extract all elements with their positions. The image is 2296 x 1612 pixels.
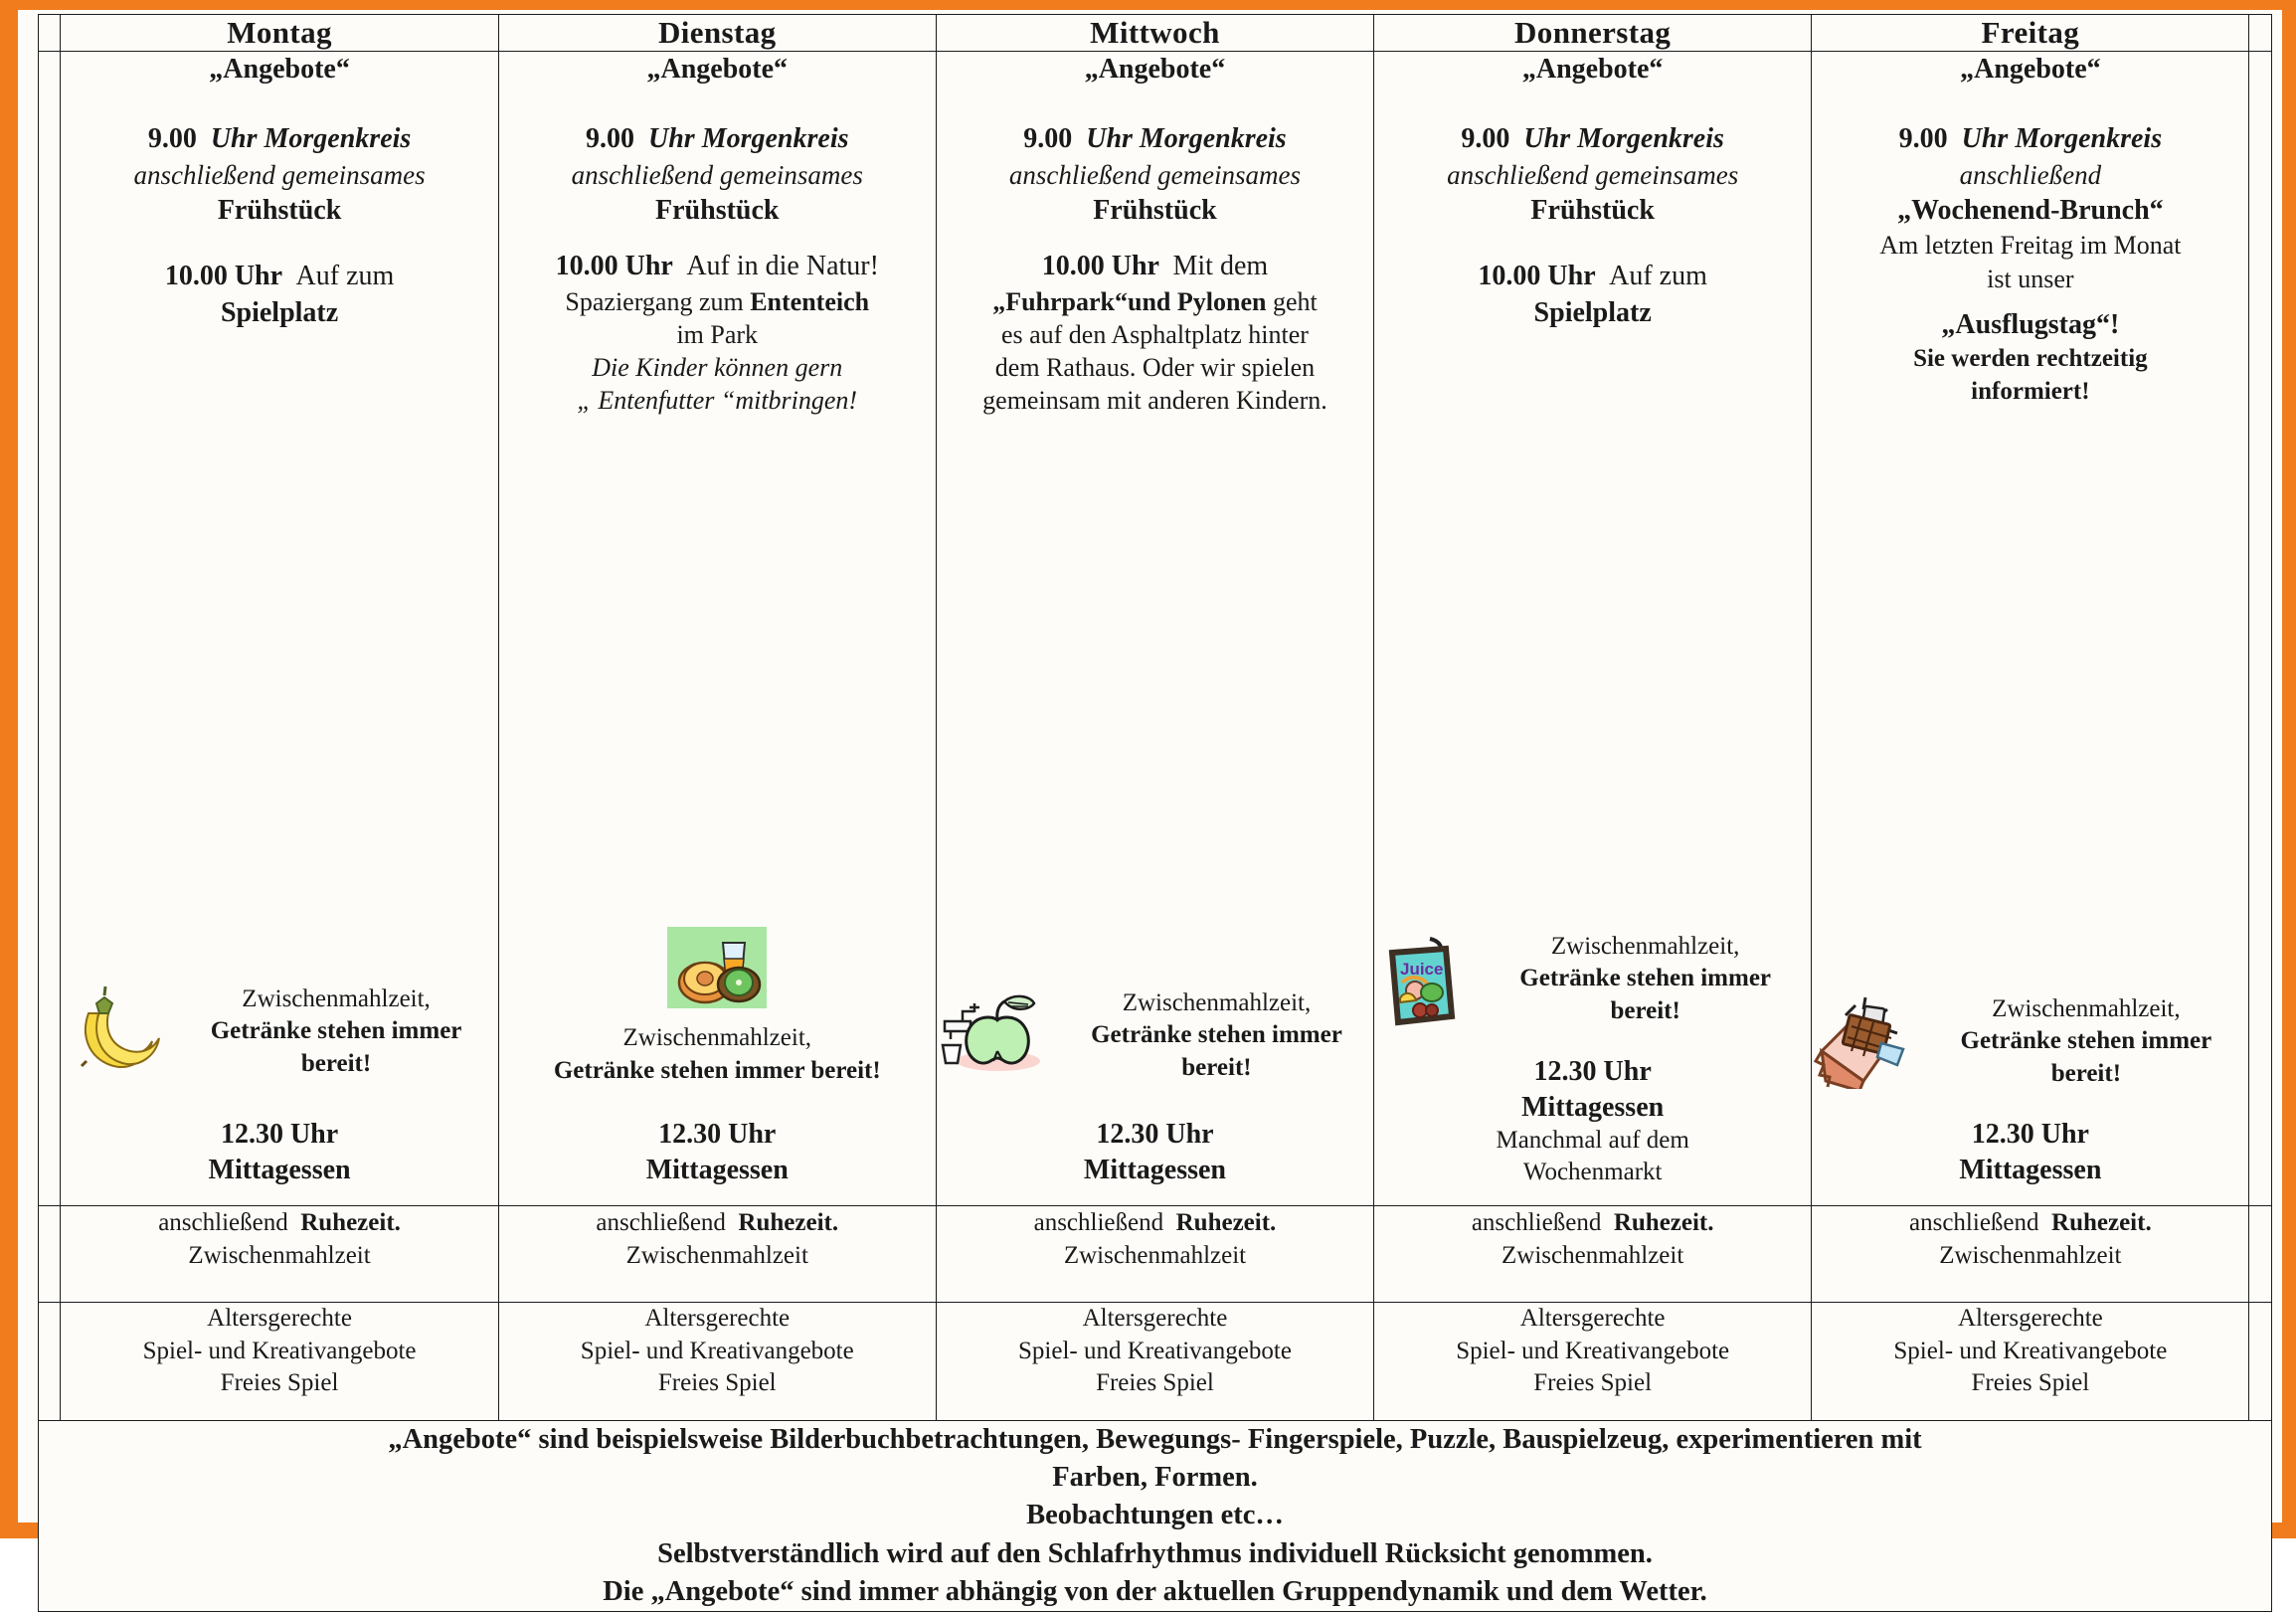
snack-line1-freitag: Zwischenmahlzeit, (1992, 994, 2181, 1022)
cell-donnerstag (1374, 52, 1812, 1206)
weekly-schedule-table (38, 14, 2272, 1612)
brunch-note2-freitag: ist unser (1987, 264, 2074, 293)
offers-label-mittwoch: „Angebote“ (1084, 54, 1226, 85)
offers-label-montag: „Angebote“ (209, 54, 350, 85)
time-9-dienstag: 9.00 (586, 123, 635, 155)
header-corner-left (39, 15, 61, 52)
rest-line2-dienstag: Zwischenmahlzeit (625, 1242, 808, 1269)
day-header-montag: Montag (61, 15, 498, 52)
chocolate-bar-icon (1812, 993, 1917, 1098)
act-line1-freitag: Altersgerechte (1957, 1305, 2103, 1332)
snack-zone-dienstag (499, 925, 936, 1088)
ten-oclock-mittwoch (937, 249, 1373, 284)
lunch-label-mittwoch: Mittagessen (1083, 1154, 1226, 1185)
place-montag: Spielplatz (220, 296, 339, 328)
edge-left-rest (39, 1206, 61, 1303)
snack-line2-donnerstag: Getränke stehen immer (1519, 965, 1772, 992)
place-donnerstag: Spielplatz (1533, 296, 1652, 328)
morgenkreis-label-dienstag: Uhr Morgenkreis (648, 123, 849, 155)
morgenkreis-label-freitag: Uhr Morgenkreis (1961, 123, 2163, 155)
time-10-donnerstag: 10.00 Uhr (1478, 261, 1596, 292)
lunch-label-donnerstag: Mittagessen (1521, 1091, 1665, 1123)
footer-line4: Selbstverständlich wird auf den Schlafrhythmus individuell Rücksicht genommen. (657, 1537, 1653, 1569)
ausflug-note2-freitag: informiert! (1971, 377, 2090, 405)
bananas-icon (61, 984, 168, 1088)
morning-circle-dienstag (499, 121, 936, 157)
lunch-freitag (1812, 1117, 2248, 1187)
lunch-donnerstag (1374, 1054, 1811, 1187)
fruehstueck-montag: Frühstück (217, 194, 342, 226)
time-9-donnerstag: 9.00 (1461, 123, 1510, 155)
morgenkreis-label-montag: Uhr Morgenkreis (210, 123, 412, 155)
act-line2-mittwoch: Spiel- und Kreativangebote (1018, 1337, 1292, 1364)
time-10-mittwoch: 10.00 Uhr (1041, 251, 1159, 282)
act-line1-mittwoch: Altersgerechte (1082, 1305, 1228, 1332)
act-line1-montag: Altersgerechte (207, 1305, 352, 1332)
rest-line1-montag (61, 1206, 497, 1239)
anschliessend-freitag: anschließend (1959, 159, 2102, 190)
detail-l1b-dienstag: Ententeich (750, 286, 870, 316)
time-10-montag: 10.00 Uhr (164, 261, 282, 292)
snack-line1-dienstag: Zwischenmahlzeit, (622, 1024, 812, 1052)
rest-line1-dienstag (499, 1206, 936, 1239)
brunch-note1-freitag: Am letzten Freitag im Monat (1879, 231, 2182, 261)
rest-line2-montag: Zwischenmahlzeit (188, 1242, 371, 1269)
fruehstueck-donnerstag: Frühstück (1530, 194, 1655, 226)
morning-circle-freitag (1812, 121, 2248, 157)
lunch-note1-donnerstag: Manchmal auf dem (1496, 1127, 1689, 1154)
snack-zone-donnerstag (1374, 931, 1811, 1035)
activities-row (39, 1303, 2272, 1421)
lunch-dienstag (499, 1117, 936, 1187)
ausflug-note1-freitag: Sie werden rechtzeitig (1913, 345, 2148, 373)
detail-line4-dienstag: „ Entenfutter “mitbringen! (577, 386, 858, 416)
act-line3-dienstag: Freies Spiel (657, 1369, 777, 1396)
time-9-freitag: 9.00 (1898, 123, 1948, 155)
detail-line2-mittwoch: es auf den Asphaltplatz hinter (1000, 319, 1309, 349)
detail-line4-mittwoch: gemeinsam mit anderen Kindern. (982, 386, 1327, 416)
morning-circle-donnerstag (1374, 121, 1811, 157)
day-header-donnerstag: Donnerstag (1374, 15, 1812, 52)
apple-faucet-icon (937, 987, 1054, 1088)
snack-line3-freitag: bereit! (2050, 1059, 2122, 1087)
snack-zone-freitag (1812, 993, 2248, 1098)
rest-cell-donnerstag (1374, 1206, 1812, 1303)
edge-right-main (2249, 52, 2272, 1206)
fruit-juice-icon (665, 925, 769, 1019)
lunch-note2-donnerstag: Wochenmarkt (1522, 1158, 1663, 1185)
act-line2-freitag: Spiel- und Kreativangebote (1893, 1337, 2168, 1364)
time-9-mittwoch: 9.00 (1023, 123, 1073, 155)
morgenkreis-label-donnerstag: Uhr Morgenkreis (1523, 123, 1724, 155)
programme-row (39, 52, 2272, 1206)
lunch-time-montag: 12.30 Uhr (220, 1119, 339, 1151)
ausflug-info-freitag (1812, 343, 2248, 408)
rest-cell-mittwoch (936, 1206, 1373, 1303)
footer-line5: Die „Angebote“ sind immer abhängig von der aktuellen Gruppendynamik und dem Wetter. (603, 1575, 1707, 1607)
ten-oclock-montag (61, 259, 497, 294)
act-line1-donnerstag: Altersgerechte (1519, 1305, 1666, 1332)
cell-freitag (1812, 52, 2249, 1206)
rest-bold-dienstag: Ruhezeit. (738, 1209, 839, 1236)
act-line3-freitag: Freies Spiel (1971, 1369, 2090, 1396)
ten-oclock-dienstag (499, 249, 936, 284)
rest-cell-freitag (1812, 1206, 2249, 1303)
act-line3-mittwoch: Freies Spiel (1096, 1369, 1214, 1396)
rest-prefix-dienstag: anschließend (596, 1209, 726, 1236)
cell-dienstag (498, 52, 936, 1206)
detail-dienstag (499, 285, 936, 418)
rest-line1-mittwoch (937, 1206, 1373, 1239)
day-header-dienstag: Dienstag (498, 15, 936, 52)
rest-cell-dienstag (498, 1206, 936, 1303)
offers-label-donnerstag: „Angebote“ (1521, 54, 1664, 85)
footer-line2: Farben, Formen. (1052, 1462, 1258, 1494)
anschliessend-gemeinsames-mittwoch: anschließend gemeinsames (1008, 159, 1302, 190)
detail-line1-mittwoch (937, 285, 1373, 318)
detail-line3-dienstag: Die Kinder können gern (592, 353, 843, 383)
lunch-label-freitag: Mittagessen (1959, 1154, 2102, 1185)
detail-l1c-mittwoch: geht (1266, 286, 1318, 316)
anschliessend-gemeinsames-donnerstag: anschließend gemeinsames (1447, 159, 1739, 190)
rest-bold-mittwoch: Ruhezeit. (1175, 1209, 1277, 1236)
rest-line2-mittwoch: Zwischenmahlzeit (1063, 1242, 1247, 1269)
paper-sheet (18, 10, 2282, 1607)
snack-line2-freitag: Getränke stehen immer (1960, 1027, 2212, 1055)
fruehstueck-dienstag: Frühstück (655, 194, 780, 226)
snack-line2-dienstag: Getränke stehen immer bereit! (553, 1056, 881, 1084)
day-header-freitag: Freitag (1812, 15, 2249, 52)
offers-label-freitag: „Angebote“ (1960, 54, 2101, 85)
ten-oclock-donnerstag (1374, 259, 1811, 294)
footer-row (39, 1421, 2272, 1612)
anschliessend-gemeinsames-montag: anschließend gemeinsames (133, 159, 426, 190)
activities-cell-dienstag (498, 1303, 936, 1421)
snack-line2-montag: Getränke stehen immer bereit! (210, 1017, 462, 1077)
act-line2-montag: Spiel- und Kreativangebote (142, 1337, 417, 1364)
ten-activity-dienstag: Auf in die Natur! (686, 251, 879, 282)
wochenend-brunch-freitag: „Wochenend-Brunch“ (1897, 194, 2164, 226)
snack-line1-donnerstag: Zwischenmahlzeit, (1550, 932, 1740, 960)
rest-line1-freitag (1812, 1206, 2248, 1239)
rest-cell-montag (61, 1206, 498, 1303)
act-line1-dienstag: Altersgerechte (644, 1305, 791, 1332)
lunch-label-dienstag: Mittagessen (645, 1154, 789, 1185)
lunch-time-dienstag: 12.30 Uhr (658, 1119, 777, 1151)
edge-left-activities (39, 1303, 61, 1421)
detail-mittwoch (937, 285, 1373, 418)
detail-line2-dienstag: im Park (676, 319, 759, 349)
cell-mittwoch (936, 52, 1373, 1206)
morning-circle-mittwoch (937, 121, 1373, 157)
act-line3-montag: Freies Spiel (220, 1369, 339, 1396)
day-header-mittwoch: Mittwoch (936, 15, 1373, 52)
detail-l1b-mittwoch: „Fuhrpark“und Pylonen (992, 286, 1267, 316)
lunch-time-donnerstag: 12.30 Uhr (1533, 1056, 1652, 1088)
rest-line2-donnerstag: Zwischenmahlzeit (1501, 1242, 1684, 1269)
snack-line1-mittwoch: Zwischenmahlzeit, (1122, 988, 1312, 1016)
footer-line1: „Angebote“ sind beispielsweise Bilderbuchbetrachtungen, Bewegungs- Fingerspiele, Puzzle, Bauspielzeug, experimentieren mit (388, 1424, 1922, 1455)
rest-bold-freitag: Ruhezeit. (2051, 1209, 2152, 1236)
lunch-time-mittwoch: 12.30 Uhr (1096, 1119, 1214, 1151)
snack-text-dienstag (499, 1022, 936, 1087)
fruehstueck-mittwoch: Frühstück (1093, 194, 1217, 226)
lunch-time-freitag: 12.30 Uhr (1971, 1119, 2089, 1151)
ausflugstag-freitag: „Ausflugstag“! (1941, 308, 2120, 340)
ten-activity-montag: Auf zum (295, 261, 395, 292)
rest-line1-donnerstag (1374, 1206, 1811, 1239)
edge-left-main (39, 52, 61, 1206)
table-header-row (39, 15, 2272, 52)
brunch-note-freitag (1812, 229, 2248, 295)
snack-line2-mittwoch: Getränke stehen immer bereit! (1091, 1021, 1342, 1081)
activities-cell-freitag (1812, 1303, 2249, 1421)
rest-bold-montag: Ruhezeit. (300, 1209, 401, 1236)
anschliessend-gemeinsames-dienstag: anschließend gemeinsames (571, 159, 863, 190)
activities-cell-donnerstag (1374, 1303, 1812, 1421)
juice-box-icon (1374, 931, 1474, 1035)
time-9-montag: 9.00 (147, 123, 197, 155)
footer-line3: Beobachtungen etc… (1026, 1500, 1284, 1531)
rest-bold-donnerstag: Ruhezeit. (1613, 1209, 1714, 1236)
ten-activity-mittwoch: Mit dem (1172, 251, 1269, 282)
rest-prefix-freitag: anschließend (1909, 1209, 2039, 1236)
edge-right-rest (2249, 1206, 2272, 1303)
detail-line3-mittwoch: dem Rathaus. Oder wir spielen (994, 353, 1316, 383)
detail-line1-dienstag (499, 285, 936, 318)
rest-prefix-donnerstag: anschließend (1471, 1209, 1602, 1236)
snack-zone-montag (61, 984, 497, 1088)
rest-prefix-montag: anschließend (158, 1209, 288, 1236)
act-line2-dienstag: Spiel- und Kreativangebote (580, 1337, 854, 1364)
lunch-montag (61, 1117, 497, 1187)
footer-note (39, 1421, 2272, 1612)
time-10-dienstag: 10.00 Uhr (555, 251, 673, 282)
rest-prefix-mittwoch: anschließend (1033, 1209, 1164, 1236)
snack-line3-donnerstag: bereit! (1610, 996, 1680, 1024)
act-line2-donnerstag: Spiel- und Kreativangebote (1456, 1337, 1730, 1364)
activities-cell-mittwoch (936, 1303, 1373, 1421)
lunch-mittwoch (937, 1117, 1373, 1187)
header-corner-right (2249, 15, 2272, 52)
act-line3-donnerstag: Freies Spiel (1533, 1369, 1653, 1396)
morning-circle-montag (61, 121, 497, 157)
snack-line1-montag: Zwischenmahlzeit, (242, 985, 431, 1012)
cell-montag (61, 52, 498, 1206)
rest-line2-freitag: Zwischenmahlzeit (1939, 1242, 2122, 1269)
detail-l1a-dienstag: Spaziergang zum (565, 286, 751, 316)
activities-cell-montag (61, 1303, 498, 1421)
lunch-label-montag: Mittagessen (208, 1154, 351, 1185)
edge-right-activities (2249, 1303, 2272, 1421)
morgenkreis-label-mittwoch: Uhr Morgenkreis (1086, 123, 1287, 155)
svg-text:Juice: Juice (1400, 959, 1444, 979)
rest-row (39, 1206, 2272, 1303)
offers-label-dienstag: „Angebote“ (646, 54, 789, 85)
snack-zone-mittwoch (937, 987, 1373, 1088)
ten-activity-donnerstag: Auf zum (1609, 261, 1707, 292)
